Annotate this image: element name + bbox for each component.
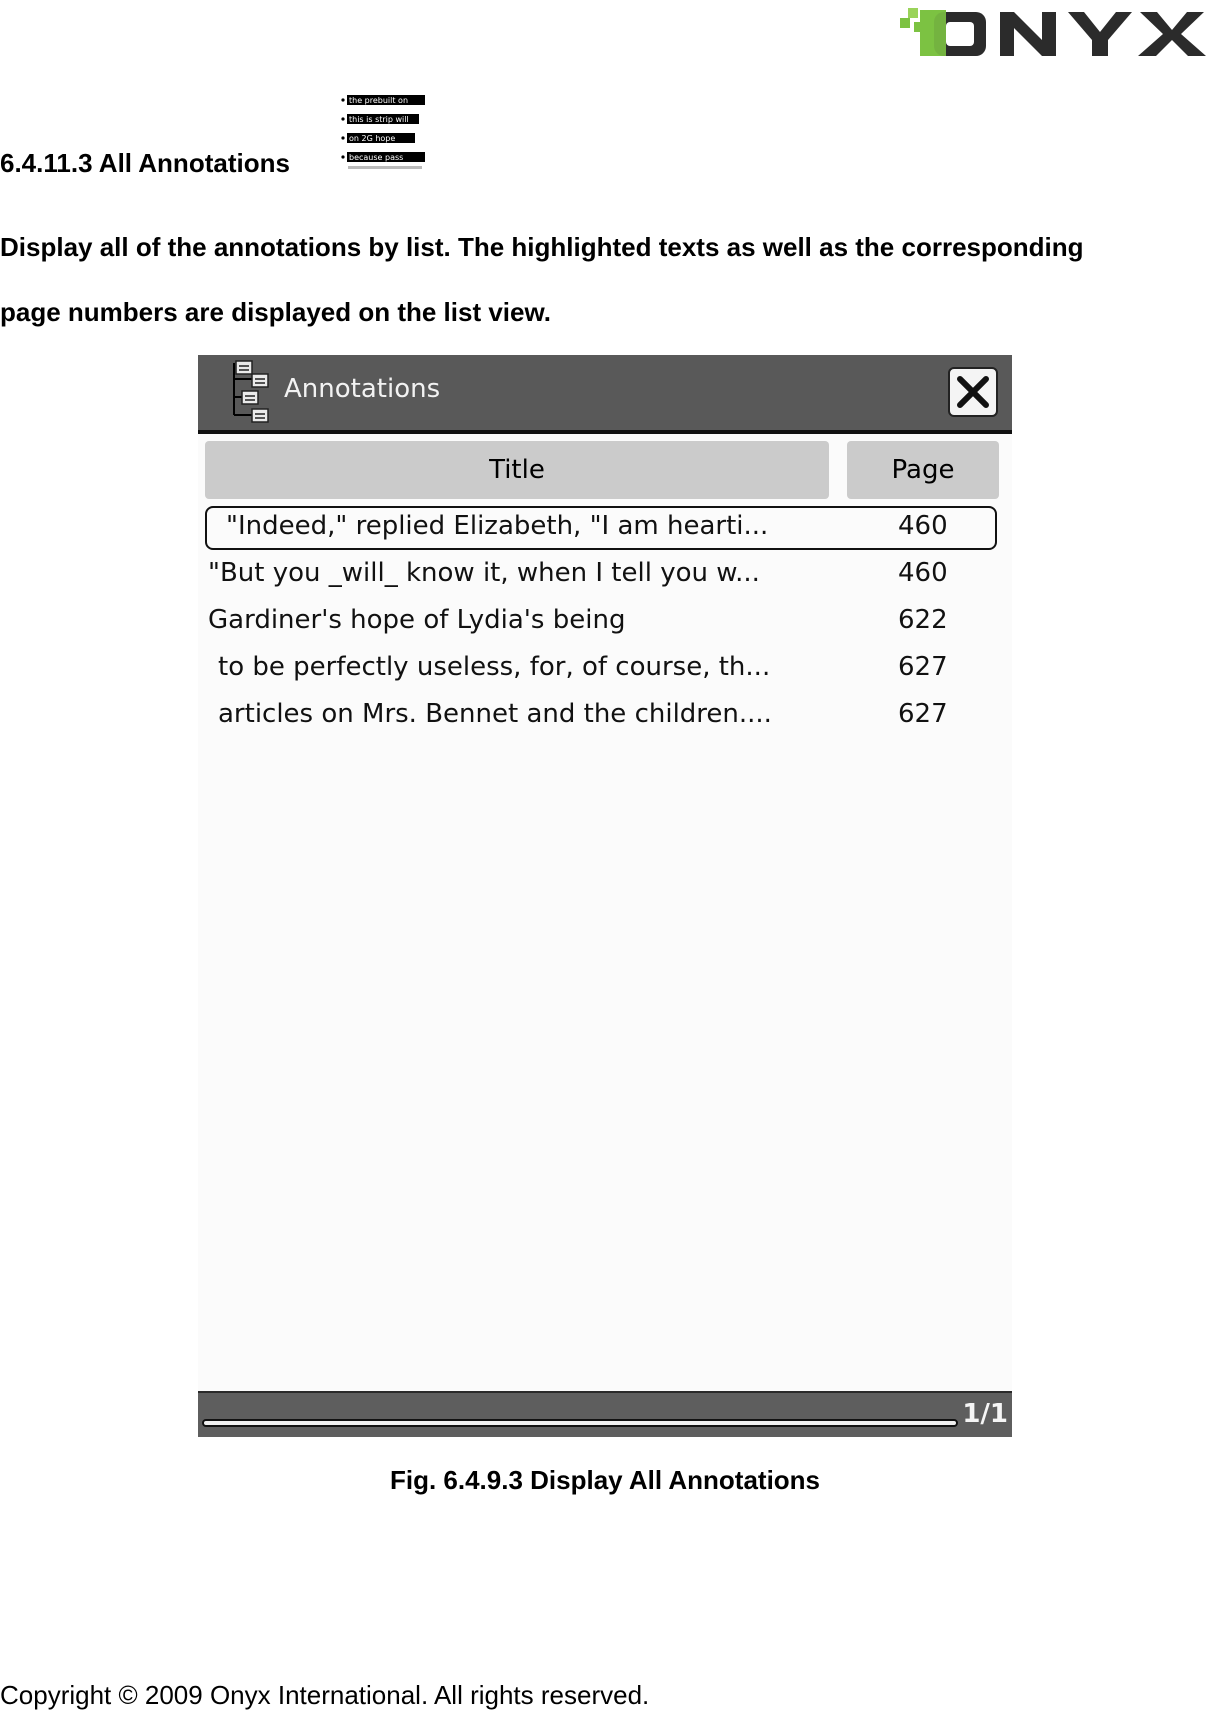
annotation-page: 627 (898, 652, 948, 682)
column-header-page[interactable]: Page (847, 441, 999, 499)
onyx-logo (900, 4, 1210, 60)
annotation-title: to be perfectly useless, for, of course, th... (218, 652, 771, 682)
body-line-2: page numbers are displayed on the list view. (0, 297, 551, 327)
close-button[interactable] (948, 367, 998, 417)
annotation-page: 622 (898, 605, 948, 635)
icon-line-1: the prebuilt on (349, 96, 409, 105)
list-item[interactable] (198, 599, 1012, 646)
annotation-page: 627 (898, 699, 948, 729)
copyright: Copyright © 2009 Onyx International. All rights reserved. (0, 1680, 650, 1710)
annotation-title: articles on Mrs. Bennet and the children.... (218, 699, 772, 729)
status-bar (198, 1391, 1012, 1437)
icon-line-2: this is strip will (349, 115, 409, 124)
figure-caption: Fig. 6.4.9.3 Display All Annotations (389, 1465, 821, 1495)
annotations-list (198, 505, 1012, 740)
icon-line-4: because pass (349, 153, 404, 162)
list-item[interactable] (198, 693, 1012, 740)
list-item[interactable] (198, 552, 1012, 599)
annotation-page: 460 (898, 558, 948, 588)
annotations-screen (198, 355, 1012, 1437)
annotation-title: Gardiner's hope of Lydia's being (208, 605, 626, 635)
page-progress-bar[interactable] (202, 1419, 958, 1427)
page-indicator: 1/1 (962, 1399, 1008, 1429)
titlebar (198, 355, 1012, 434)
body-line-1: Display all of the annotations by list. The highlighted texts as well as the corresponding (0, 232, 1084, 262)
annotation-page: 460 (898, 511, 948, 541)
annotations-list-icon (340, 94, 426, 176)
close-icon (955, 374, 991, 410)
tree-list-icon (212, 359, 272, 427)
icon-line-3: on 2G hope (349, 134, 396, 143)
list-item[interactable] (198, 505, 1012, 552)
column-header-title[interactable]: Title (205, 441, 829, 499)
section-title: 6.4.11.3 All Annotations (0, 148, 290, 178)
annotation-title: "But you _will_ know it, when I tell you w... (208, 558, 760, 588)
annotation-title: "Indeed," replied Elizabeth, "I am hearti... (226, 511, 769, 541)
list-item[interactable] (198, 646, 1012, 693)
screen-title: Annotations (284, 374, 441, 404)
